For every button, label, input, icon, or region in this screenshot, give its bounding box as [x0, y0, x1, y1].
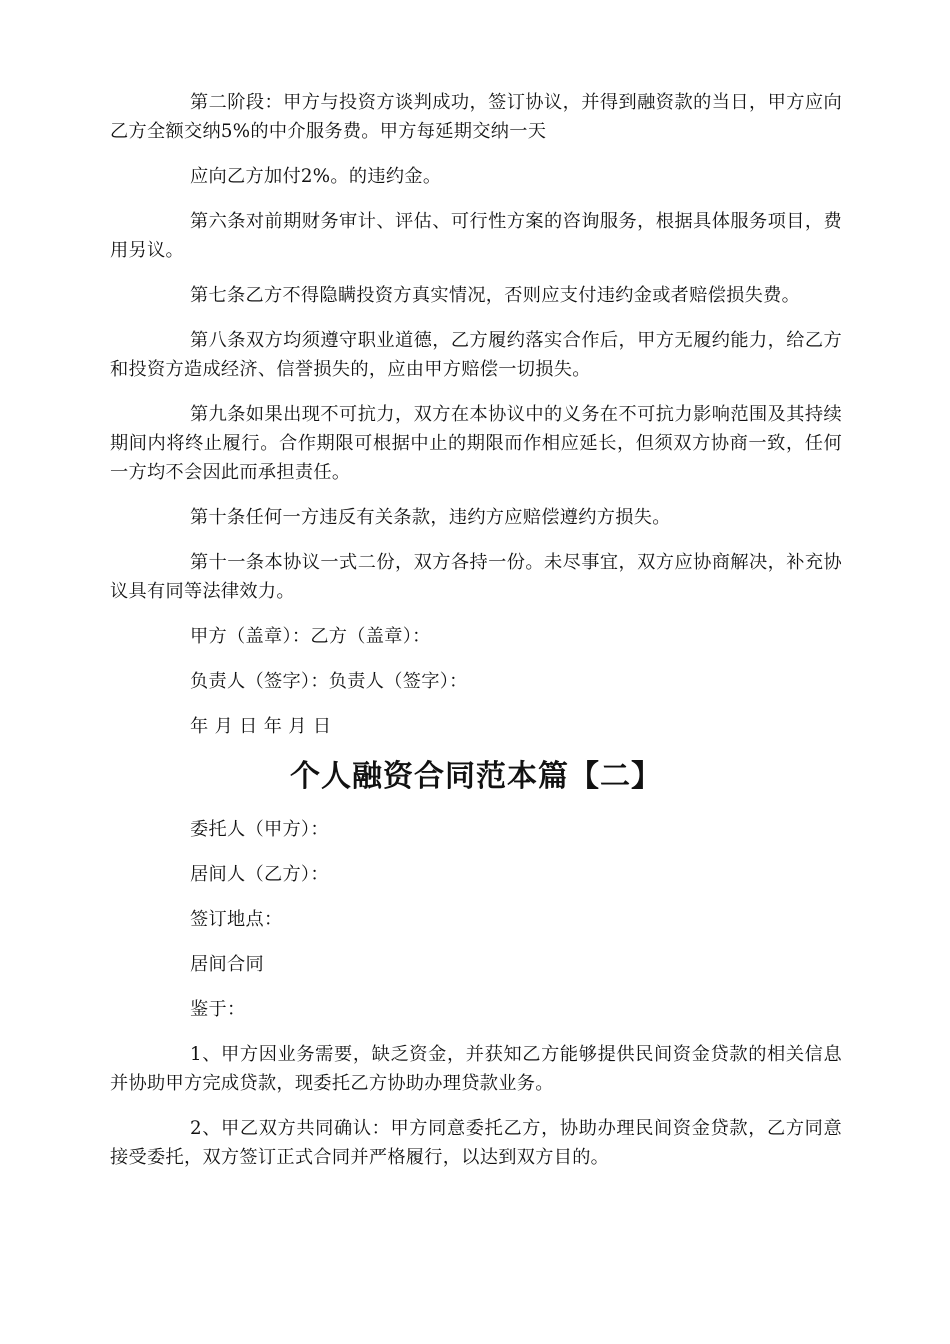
- field-intermediary: 居间人（乙方）：: [190, 864, 329, 885]
- contract-name: 居间合同: [190, 954, 264, 975]
- signature-responsible-line: 负责人（签字）：负责人（签字）：: [190, 671, 468, 692]
- section-title: 个人融资合同范本篇【二】: [290, 759, 662, 794]
- paragraph-stage-two: 第二阶段：甲方与投资方谈判成功，签订协议，并得到融资款的当日，甲方应向乙方全额交纳5%的中介服务费。甲方每延期交纳一天: [110, 92, 842, 142]
- document-page: [110, 88, 842, 1188]
- whereas-clause-2: 2、甲乙双方共同确认：甲方同意委托乙方，协助办理民间资金贷款，乙方同意接受委托，双方签订正式合同并严格履行，以达到双方目的。: [110, 1118, 842, 1168]
- whereas-label: 鉴于：: [190, 999, 246, 1020]
- paragraph-article-10: 第十条任何一方违反有关条款，违约方应赔偿遵约方损失。: [190, 507, 671, 528]
- signature-seal-line: 甲方（盖章）：乙方（盖章）：: [190, 626, 431, 647]
- field-signing-place: 签订地点：: [190, 909, 283, 930]
- paragraph-article-8: 第八条双方均须遵守职业道德，乙方履约落实合作后，甲方无履约能力，给乙方和投资方造成经济、信誉损失的，应由甲方赔偿一切损失。: [110, 330, 842, 380]
- field-principal: 委托人（甲方）：: [190, 819, 329, 840]
- signature-date-line: 年 月 日 年 月 日: [190, 716, 332, 737]
- paragraph-article-9: 第九条如果出现不可抗力，双方在本协议中的义务在不可抗力影响范围及其持续期间内将终止履行。合作期限可根据中止的期限而作相应延长，但须双方协商一致，任何一方均不会因此而承担责任。: [110, 404, 842, 483]
- paragraph-article-6: 第六条对前期财务审计、评估、可行性方案的咨询服务，根据具体服务项目，费用另议。: [110, 211, 842, 261]
- paragraph-penalty: 应向乙方加付2%。的违约金。: [190, 166, 442, 187]
- whereas-clause-1: 1、甲方因业务需要，缺乏资金，并获知乙方能够提供民间资金贷款的相关信息并协助甲方完成贷款，现委托乙方协助办理贷款业务。: [110, 1044, 842, 1094]
- paragraph-article-7: 第七条乙方不得隐瞒投资方真实情况，否则应支付违约金或者赔偿损失费。: [190, 285, 801, 306]
- paragraph-article-11: 第十一条本协议一式二份，双方各持一份。未尽事宜，双方应协商解决，补充协议具有同等法律效力。: [110, 552, 842, 602]
